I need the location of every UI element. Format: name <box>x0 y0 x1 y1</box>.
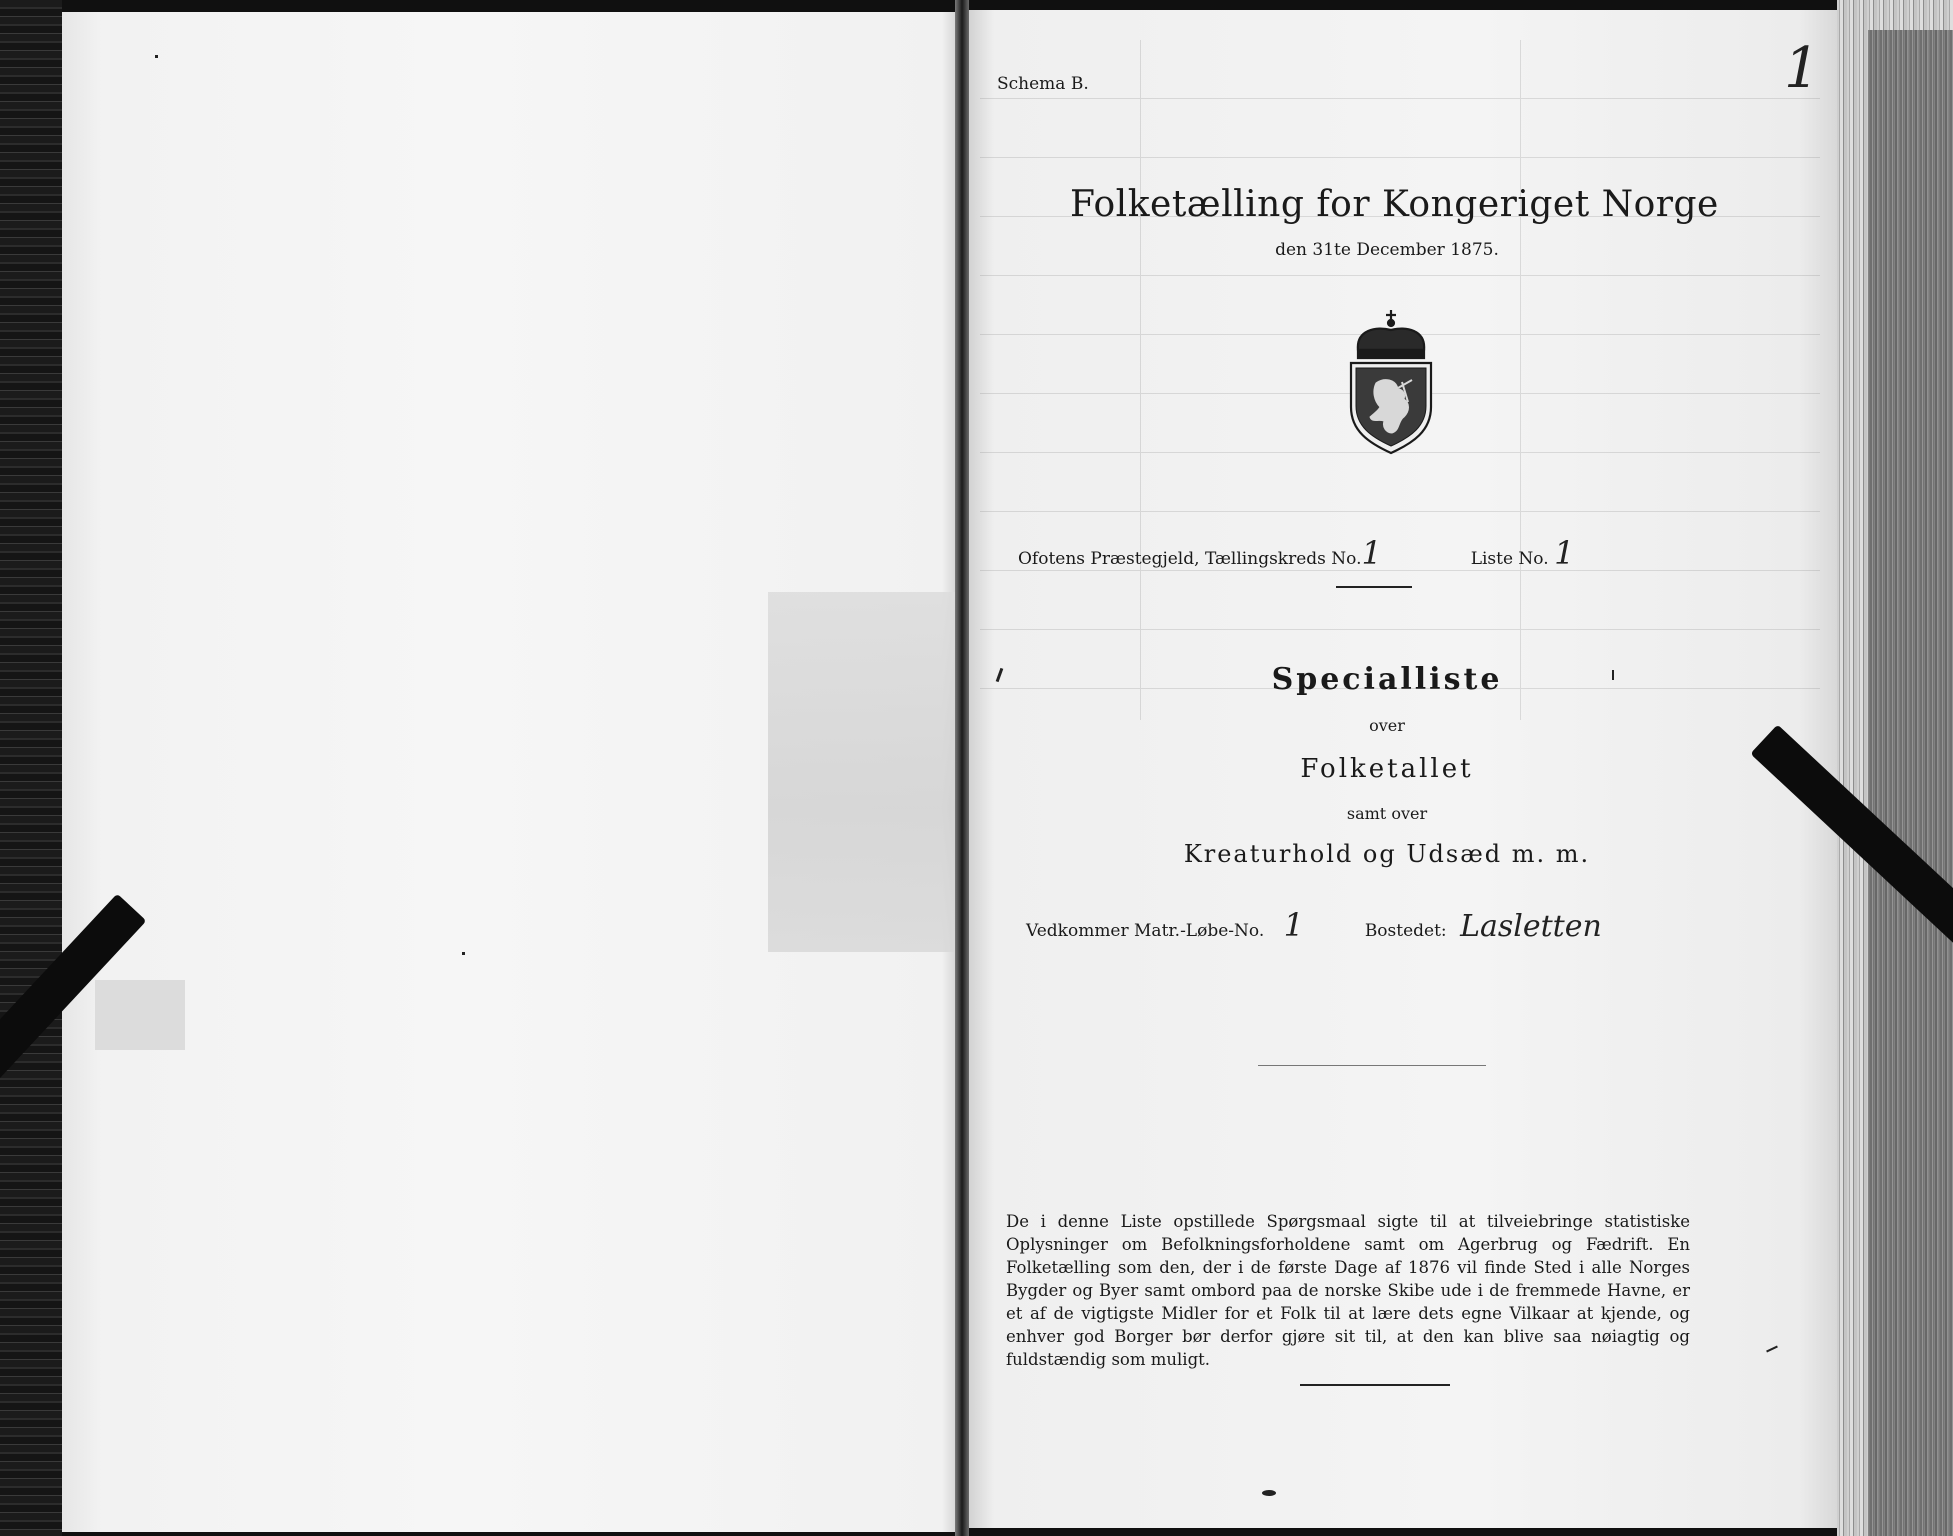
samt-over-text: samt over <box>1346 804 1428 823</box>
list-number: 1 <box>1554 534 1575 572</box>
instruction-paragraph: De i denne Liste opstillede Spørgsmaal sigte til at tilveiebringe statistiske Oplysninger om Befolkningsforholdene samt om Agerbrug og Fædrift. En Folketælling som den, der i de første Dage af 1876 vil finde Sted i alle Norges Bygder og Byer samt ombord paa de norske Skibe ude i de fremmede Havne, er et af de vigtigste Midler for et Folk til at lære dets egne Vilkaar at kjende, og enhver god Borger bør derfor gjøre sit til, at den kan blive saa nøiagtig og fuldstændig som muligt. <box>1006 1212 1690 1369</box>
paper-stain <box>768 592 960 952</box>
page-edges-shadow <box>1868 30 1953 1536</box>
page-number: 1 <box>1784 36 1820 101</box>
district-number: 1 <box>1361 534 1382 572</box>
document-title: Folketælling for Kongeriget Norge <box>1070 184 1719 225</box>
divider-rule <box>1258 1065 1486 1066</box>
folketallet-heading: Folketallet <box>1300 754 1474 784</box>
list-label: Liste No. <box>1470 549 1549 569</box>
over-text: over <box>1369 716 1405 735</box>
book-edge-left <box>0 0 62 1536</box>
census-date: den 31te December 1875. <box>1275 240 1499 260</box>
bosted-label: Bostedet: <box>1364 921 1447 941</box>
matr-label: Vedkommer Matr.-Løbe-No. <box>1026 921 1265 941</box>
divider-rule <box>1300 1384 1450 1386</box>
schema-label: Schema B. <box>997 74 1089 94</box>
book-gutter <box>955 0 969 1536</box>
parish-label: Ofotens Præstegjeld, <box>1018 549 1200 569</box>
matrikkel-line <box>1026 906 1602 944</box>
norwegian-coat-of-arms-icon <box>1336 308 1446 456</box>
ink-speck <box>1262 1490 1276 1496</box>
ink-speck <box>462 952 465 955</box>
parish-line <box>1018 534 1574 572</box>
specialliste-heading: Specialliste <box>1271 662 1503 697</box>
ink-speck <box>155 55 158 58</box>
matr-number: 1 <box>1283 906 1304 944</box>
divider-rule <box>1336 586 1412 588</box>
bosted-value: Lasletten <box>1460 909 1602 944</box>
kreaturhold-heading: Kreaturhold og Udsæd m. m. <box>1183 840 1591 868</box>
paper-stain <box>95 980 185 1050</box>
district-label: Tællingskreds No. <box>1204 549 1362 569</box>
